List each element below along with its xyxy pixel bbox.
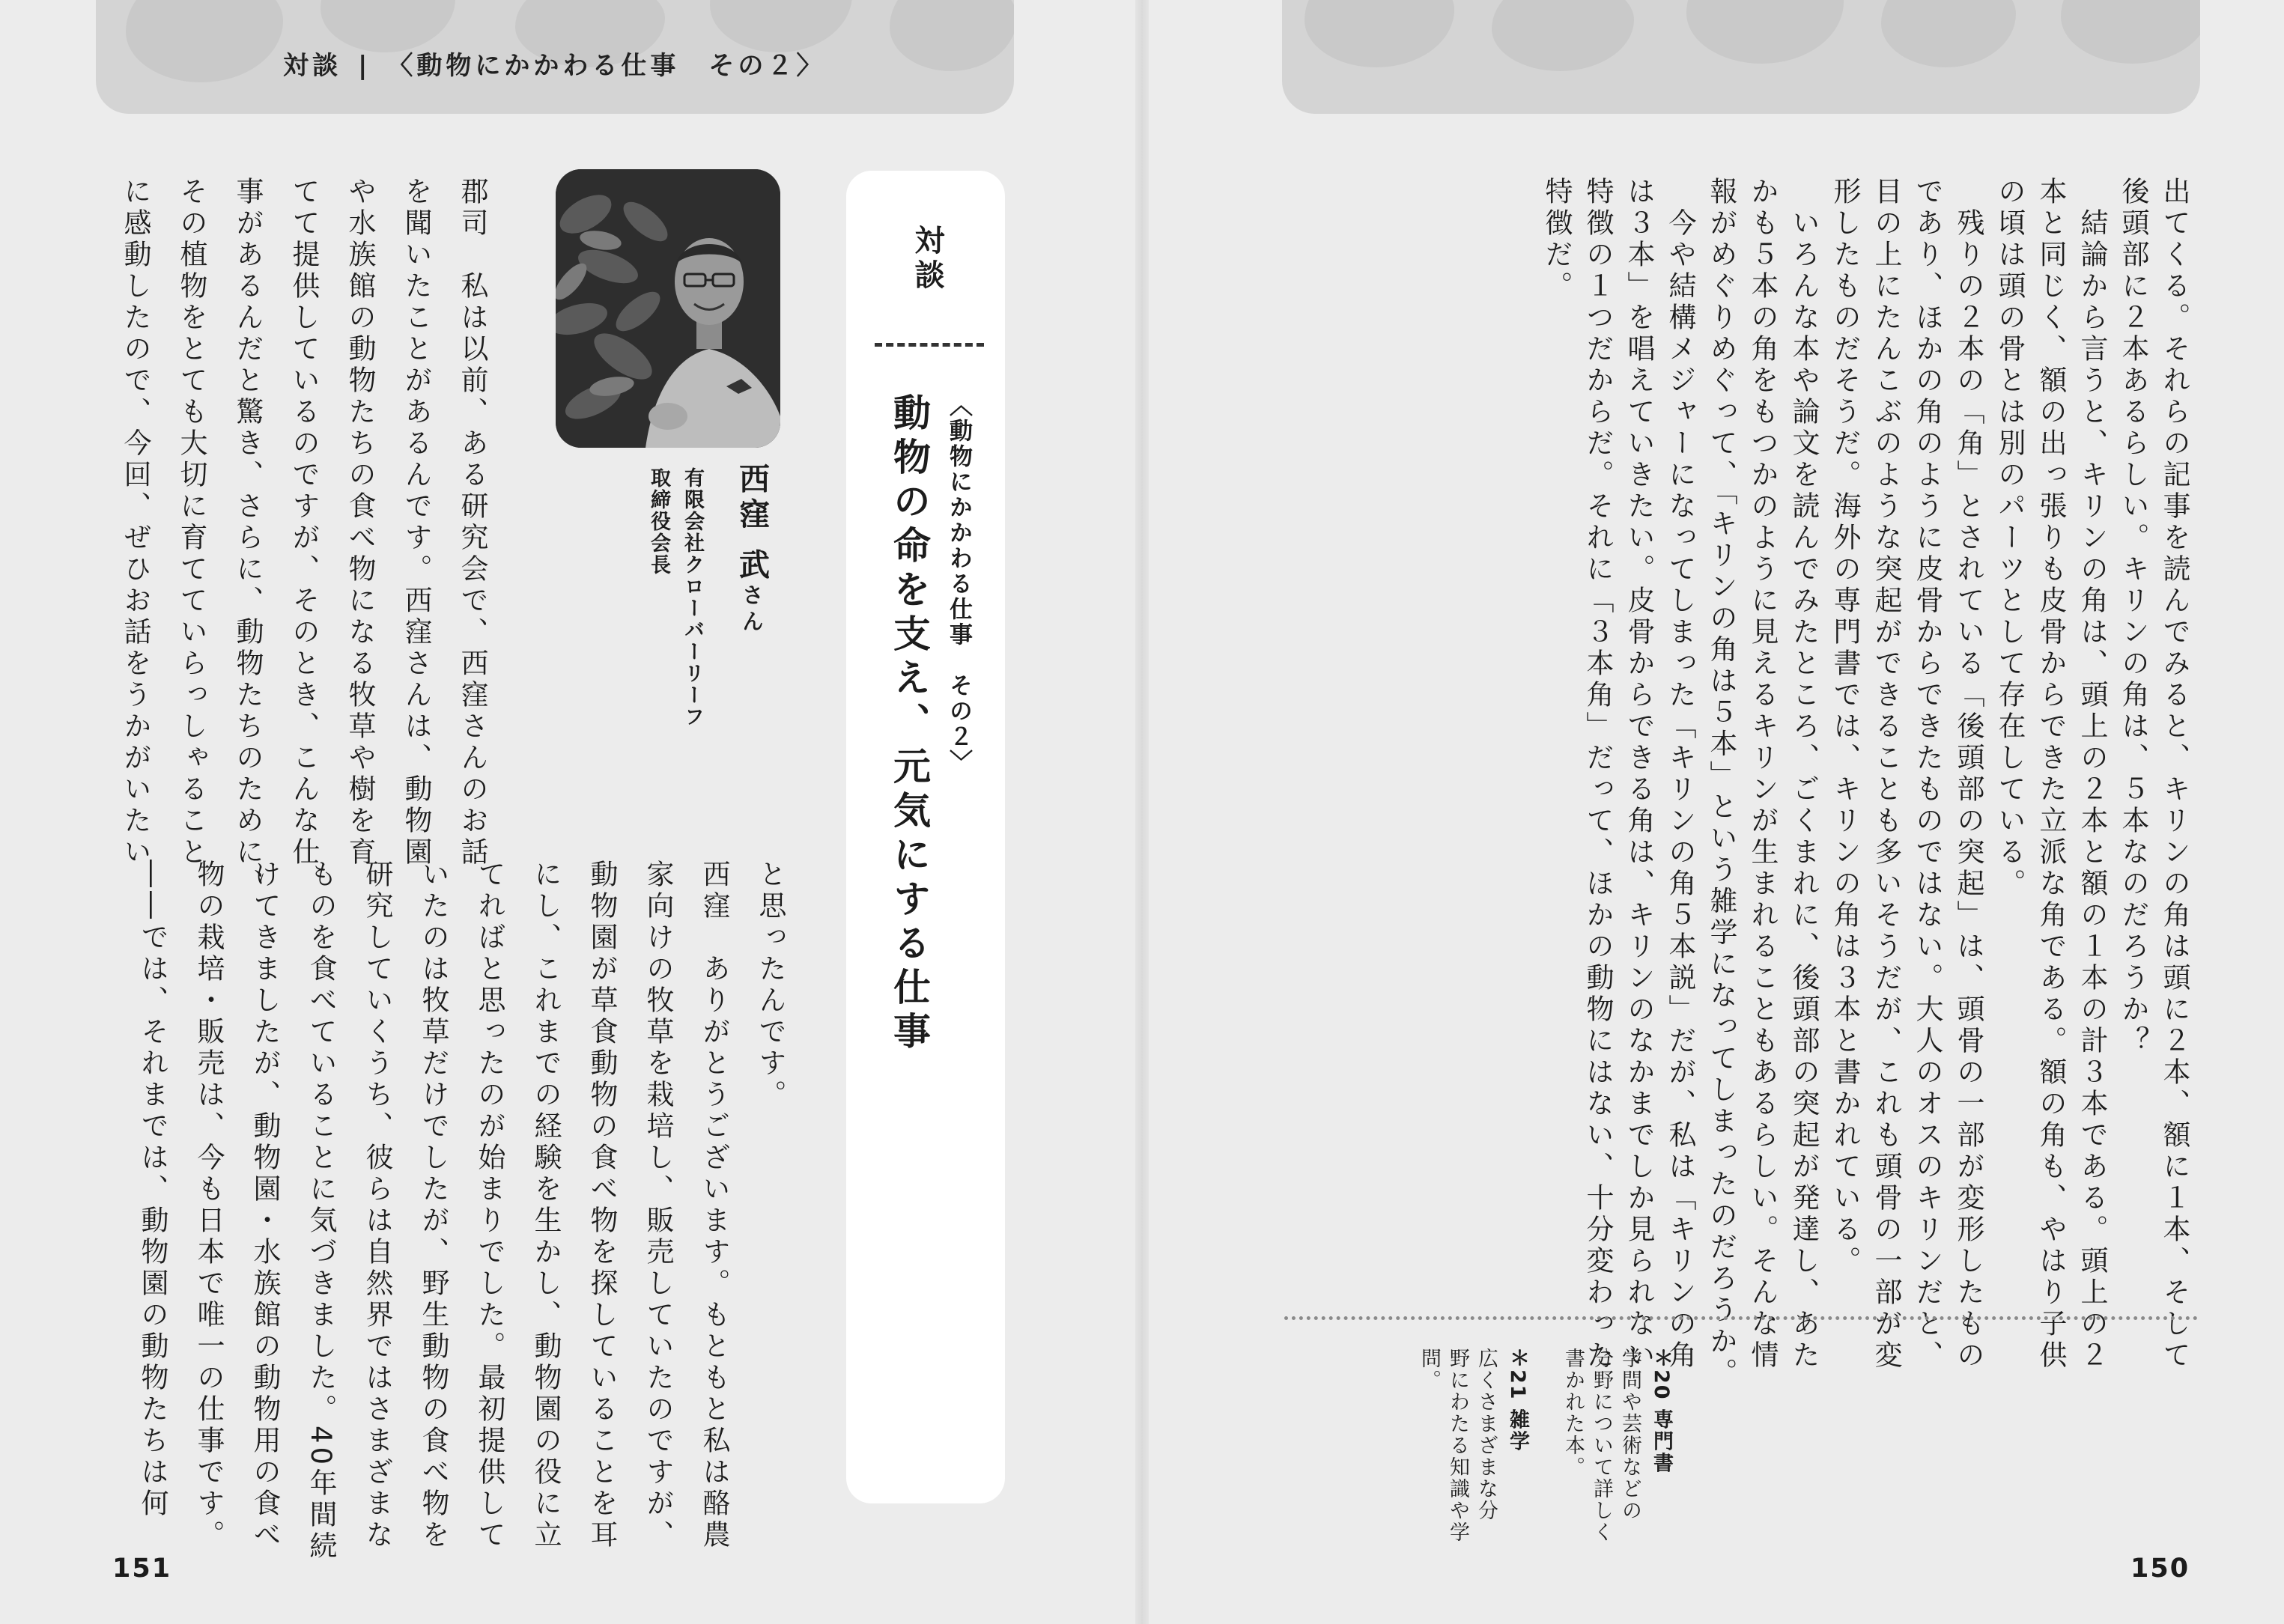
dialogue-column: に感動したので、今回、ぜひお話をうかがいたい — [119, 177, 151, 869]
card-title: 動物の命を支え、元気にする仕事 — [887, 393, 931, 1056]
dialogue-column: 研究していくうち、彼らは自然界ではさまざまな — [361, 860, 393, 1551]
dialogue-column: を聞いたことがあるんです。西窪さんは、動物園 — [400, 177, 432, 869]
body-column: 後頭部に２本あるらしい。キリンの角は、５本なのだろうか？ — [2117, 177, 2149, 1057]
glossary-divider — [1284, 1316, 2198, 1320]
page-number-left: 151 — [112, 1554, 172, 1584]
interviewee-honorific: さん — [739, 583, 765, 636]
body-column: 特徴の１つだからだ。それに「３本角」だって、ほかの動物にはない、十分変わった — [1582, 177, 1614, 1372]
interviewee-role: 取締役会長 — [647, 467, 670, 576]
dialogue-column: 物の栽培・販売は、今も日本で唯一の仕事です。 — [192, 860, 225, 1551]
body-column: いろんな本や論文を読んでみたところ、ごくまれに、後頭部の突起が発達し、あた — [1788, 177, 1820, 1372]
glossary-term: ＊20 専門書 — [1650, 1348, 1673, 1474]
glossary-definition: 問。 — [1418, 1348, 1441, 1391]
dialogue-column: 郡司 私は以前、ある研究会で、西窪さんのお話 — [456, 177, 488, 869]
body-column: 結論から言うと、キリンの角は、頭上の２本と額の１本の計３本である。頭上の２ — [2076, 177, 2108, 1372]
interviewee-company: 有限会社クローバーリーフ — [681, 467, 704, 728]
dialogue-column: にし、これまでの経験を生かし、動物園の役に立 — [529, 860, 562, 1551]
glossary-definition: 書かれた本。 — [1561, 1348, 1585, 1478]
dialogue-column: や水族館の動物たちの食べ物になる牧草や樹を育 — [344, 177, 376, 869]
body-column: は３本」を唱えていきたい。皮骨からできる角は、キリンのなかまでしか見られない — [1623, 177, 1655, 1372]
body-column: 報がめぐりめぐって、「キリンの角は５本」という雑学になってしまったのだろうか。 — [1705, 177, 1737, 1390]
header-label: 対談 — [283, 51, 341, 81]
page-gutter — [1135, 0, 1149, 1624]
dialogue-column: ものを食べていることに気づきました。40年間続 — [305, 860, 337, 1563]
body-column: 今や結構メジャーになってしまった「キリンの角５本説」だが、私は「キリンの角 — [1664, 177, 1696, 1372]
glossary-term: ＊21 雑学 — [1506, 1348, 1529, 1453]
dialogue-column: てればと思ったのが始まりでした。最初提供して — [473, 860, 505, 1551]
body-column: かも５本の角をもつかのように見えるキリンが生まれることもあるらしい。そんな情 — [1746, 177, 1779, 1372]
dialogue-column: 動物園が草食動物の食べ物を探していることを耳 — [586, 860, 618, 1551]
body-column: 目の上にたんこぶのような突起ができることも多いそうだが、これも頭骨の一部が変 — [1870, 177, 1902, 1372]
glossary-definition: 分野について詳しく — [1590, 1348, 1613, 1543]
card-dashed-divider — [875, 343, 984, 347]
header-band-right — [1282, 0, 2200, 114]
interviewee-photo — [556, 169, 780, 448]
dialogue-column: いたのは牧草だけでしたが、野生動物の食べ物を — [417, 860, 449, 1551]
dialogue-column: ――では、それまでは、動物園の動物たちは何 — [136, 860, 168, 1520]
body-column: 形したものだそうだ。海外の専門書では、キリンの角は３本と書かれている。 — [1829, 177, 1861, 1277]
glossary-definition: 野にわたる知識や学 — [1446, 1348, 1469, 1543]
body-column: であり、ほかの角のように皮骨からできたものではない。大人のオスのキリンだと、 — [1911, 177, 1943, 1372]
portrait-illustration — [556, 169, 780, 448]
dialogue-column: 家向けの牧草を栽培し、販売していたのですが、 — [642, 860, 674, 1551]
dialogue-column: けてきましたが、動物園・水族館の動物用の食べ — [249, 860, 281, 1551]
interviewee-name-text: 西窪 武 — [734, 463, 770, 584]
body-column: 残りの２本の「角」とされている「後頭部の突起」は、頭骨の一部が変形したもの — [1952, 177, 1984, 1372]
header-title-text: 〈動物にかかわる仕事 その２〉 — [387, 51, 826, 81]
card-kicker: 対談 — [910, 225, 944, 294]
running-header — [283, 45, 825, 82]
dialogue-column: 西窪 ありがとうございます。もともと私は酪農 — [698, 860, 730, 1551]
dialogue-column: てて提供しているのですが、そのとき、こんな仕 — [288, 177, 320, 869]
dialogue-column: その植物をとても大切に育てていらっしゃること — [175, 177, 207, 869]
body-column: の頃は頭の骨とは別のパーツとして存在している。 — [1993, 177, 2026, 900]
dialogue-column: 事があるんだと驚き、さらに、動物たちのために、 — [231, 177, 264, 900]
interviewee-name — [730, 463, 774, 636]
body-column: 本と同じく、額の出っ張りも皮骨からできた立派な角である。額の角も、やはり子供 — [2035, 177, 2067, 1372]
card-subtitle: 〈動物にかかわる仕事 その２〉 — [945, 393, 972, 775]
body-column: 特徴だ。 — [1540, 177, 1573, 302]
page-number-right: 150 — [2130, 1554, 2190, 1584]
glossary-definition: 学問や芸術などの — [1618, 1348, 1641, 1521]
dialogue-column: と思ったんです。 — [754, 860, 786, 1111]
glossary-definition: 広くさまざまな分 — [1474, 1348, 1498, 1521]
body-column: 出てくる。それらの記事を読んでみると、キリンの角は頭に２本、額に１本、そして — [2158, 177, 2190, 1372]
header-separator: | — [358, 51, 371, 81]
